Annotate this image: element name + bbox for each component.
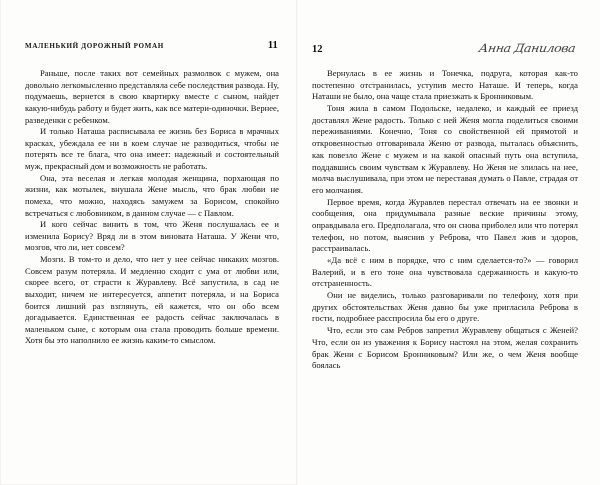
- paragraph: Раньше, после таких вот семейных размолвок с мужем, она довольно легкомысленно представляла себе последствия развода. Ну, подумаешь, вернется в свою квартирку вместе с сыном, найдет какую-нибудь работу и будет жить, как все матери-одиночки. Вернее, разведенки с ребенком.: [25, 68, 279, 125]
- right-running-head: [312, 40, 578, 54]
- paragraph: Она, эта веселая и легкая молодая женщина, порхающая по жизни, как мотылек, внушала Жене мысль, что брак любви не помеха, что можно, находясь замужем за Борисом, спокойно встречаться с любовником, в данном случае — с Павлом.: [25, 172, 279, 218]
- paragraph: Что, если это сам Ребров запретил Журавлеву общаться с Женей? Что, если он из уважения к Борису настоял на этом, желая сохранить брак Жени с Борисом Бронниковым? Или же, о чем Женя вообще боялась: [312, 325, 578, 371]
- left-page-body: [25, 68, 279, 347]
- paragraph: Они не виделись, только разговаривали по телефону, хотя при других обстоятельствах Женя давно бы уже пригласила Реброва в гости, подробнее расспросила бы его о друге.: [312, 290, 578, 324]
- paragraph: «Да всё с ним в порядке, что с ним сделается-то?» — говорил Валерий, и в его тоне она чувствовала сдержанность и какую-то отстраненность.: [312, 255, 578, 289]
- paragraph: Первое время, когда Журавлев перестал отвечать на ее звонки и сообщения, она придумывала разные веские причины этому, оправдывала его. Предполагала, что он снова приболел или что потерял телефон, но потом, выяснив у Реброва, что Павел жив и здоров, расстраивалась.: [312, 196, 578, 254]
- paragraph: Мозги. В том-то и дело, что нет у нее сейчас никаких мозгов. Совсем разум потеряла. И медленно сходит с ума от любви или, скорее всего, от страсти к Журавлеву. Всё запустила, в сад не выходит, ничем не интересуется, аппетит потеряла, и на Бориса боится лишний раз взглянуть, ей кажется, что он обо всем догадывается. Единственная ее радость сейчас заключалась в маленьком сыне, с которым она стала проводить больше времени. Хотя бы это наполнило ее жизнь каким-то смыслом.: [25, 254, 279, 346]
- running-head-title: МАЛЕНЬКИЙ ДОРОЖНЫЙ РОМАН: [25, 42, 164, 50]
- paragraph: Тоня жила в самом Подольске, недалеко, и каждый ее приезд доставлял Жене радость. Только с ней Женя могла поделиться своими переживаниями. Конечно, Тоня со свойственной ей прямотой и откровенностью отговаривала Женю от развода, пыталась объяснить, как повезло Жене с мужем и на какой опасный путь она вступила, поддавшись своим чувствам к Журавлеву. Но Женя не злилась на нее, молча выслушивала, при этом не переставая думать о Павле, страдая от его молчания.: [312, 103, 578, 195]
- left-running-head: [25, 40, 279, 54]
- paragraph: Вернулась в ее жизнь и Тонечка, подруга, которая как-то постепенно отстранилась, уступив место Наташе. И теперь, когда Наташи не было, она чаще стала приезжать к Бронниковым.: [312, 68, 578, 102]
- left-page: [0, 0, 297, 485]
- page-number-left: 11: [267, 40, 278, 51]
- left-page-edge: [0, 0, 1, 485]
- author-signature: Анна Данилова: [477, 41, 577, 55]
- page-number-right: 12: [312, 44, 323, 55]
- right-page: [297, 0, 600, 485]
- paragraph: И только Наташа расписывала ее жизнь без Бориса в мрачных красках, убеждала ее ни в коем случае не разводиться, чтобы не потерять все те блага, что она имеет: надежный и состоятельный муж, прекрасный дом и возможность не работать.: [25, 126, 279, 171]
- right-page-body: [312, 68, 578, 372]
- paragraph: И кого сейчас винить в том, что Женя послушалась ее и изменила Борису? Вряд ли в этом виновата Наташа. У Жени что, мозгов, что ли, нет совсем?: [25, 219, 279, 253]
